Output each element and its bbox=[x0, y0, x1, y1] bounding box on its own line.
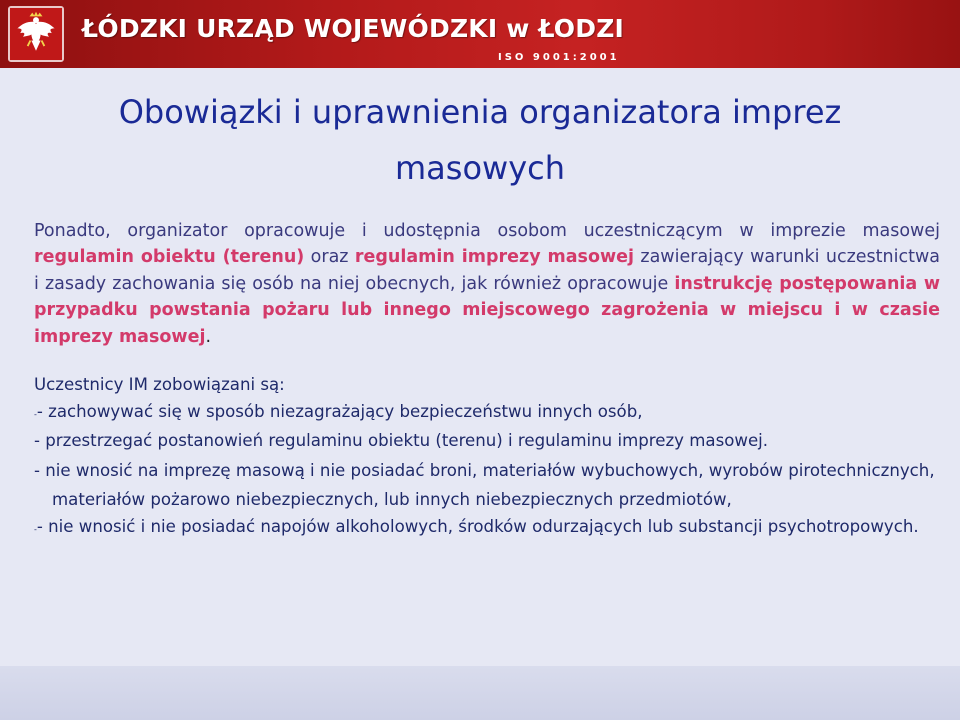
duty-text: - nie wnosić i nie posiadać napojów alkoholowych, środków odurzających lub substancji psychotropowych. bbox=[36, 516, 919, 536]
paragraph-text-2: oraz bbox=[304, 247, 355, 268]
duties-section bbox=[34, 372, 940, 543]
paragraph-text-3: zawierający warunki uczestnictwa i zasady zachowania się osób na niej obecnych, jak również opracowuje bbox=[34, 247, 940, 294]
organization-name: ŁÓDZKI URZĄD WOJEWÓDZKI w ŁODZI bbox=[82, 14, 625, 43]
duty-text: - przestrzegać postanowień regulaminu obiektu (terenu) i regulaminu imprezy masowej. bbox=[34, 431, 769, 450]
paragraph-text-1: Ponadto, organizator opracowuje i udostępnia osobom uczestniczącym w imprezie masowej bbox=[34, 221, 940, 241]
paragraph-text-4: . bbox=[205, 326, 212, 347]
highlight-instrukcja: instrukcję postępowania w przypadku powstania pożaru lub innego miejscowego zagrożenia w miejscu i w czasie imprezy masowej bbox=[34, 273, 940, 347]
duty-text: - zachowywać się w sposób niezagrażający bezpieczeństwu innych osób, bbox=[36, 401, 643, 421]
highlight-regulamin-imprezy: regulamin imprezy masowej bbox=[354, 247, 635, 268]
polish-eagle-emblem-icon bbox=[8, 6, 64, 62]
duty-item bbox=[34, 428, 940, 458]
eagle-icon bbox=[10, 8, 62, 60]
duty-item bbox=[34, 399, 940, 429]
footer-strip bbox=[0, 666, 960, 720]
iso-certification: ISO 9001:2001 bbox=[498, 52, 620, 63]
header-banner bbox=[0, 0, 960, 68]
duty-text: - nie wnosić na imprezę masową i nie posiadać broni, materiałów wybuchowych, wyrobów pirotechnicznych, materiałów pożarowo niebezpiecznych, lub innych niebezpiecznych przedmiotów, bbox=[34, 460, 935, 509]
main-paragraph bbox=[34, 218, 940, 350]
duty-item bbox=[34, 458, 940, 514]
highlight-regulamin-obiektu: regulamin obiektu (terenu) bbox=[34, 247, 305, 268]
slide-title: Obowiązki i uprawnienia organizatora imprez masowych bbox=[118, 93, 842, 187]
bullet-mark: - bbox=[34, 524, 37, 534]
duty-item bbox=[34, 514, 940, 544]
duties-heading: Uczestnicy IM zobowiązani są: bbox=[34, 375, 285, 394]
bullet-mark: - bbox=[34, 409, 37, 419]
